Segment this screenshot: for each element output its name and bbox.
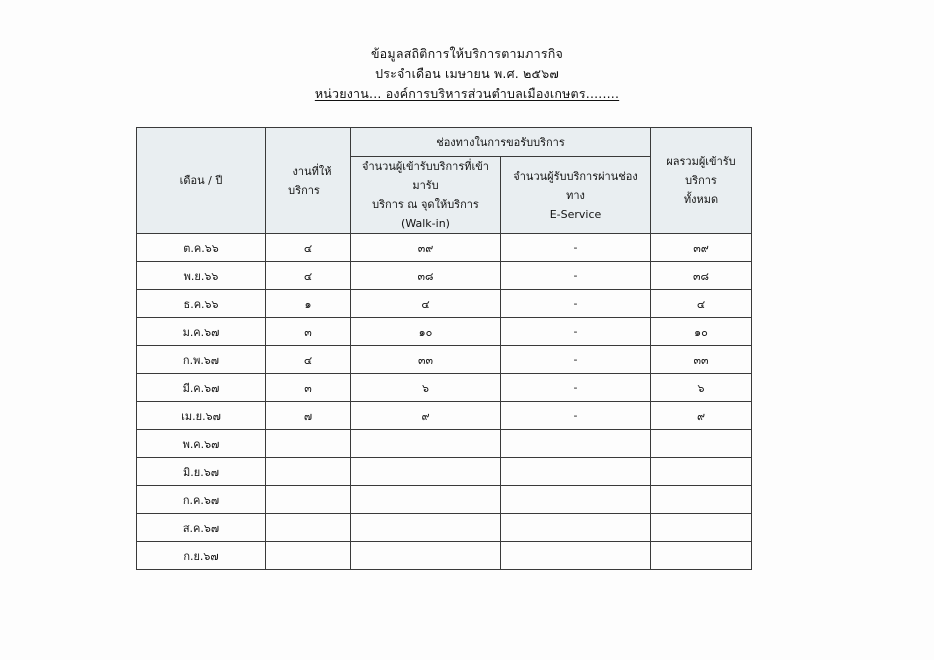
table-row: [137, 374, 752, 402]
table-row: [137, 486, 752, 514]
cell-month: ก.ค.๖๗: [137, 486, 266, 514]
cell-works: [266, 430, 351, 458]
header-total: [651, 128, 752, 234]
header-channel-group: [351, 128, 651, 157]
cell-eservice: [501, 542, 651, 570]
table-row: [137, 262, 752, 290]
cell-works: [266, 458, 351, 486]
cell-works: ๔: [266, 262, 351, 290]
cell-month: มี.ค.๖๗: [137, 374, 266, 402]
header-walkin-line-1: จำนวนผู้เข้ารับบริการที่เข้ามารับ: [362, 160, 489, 192]
cell-eservice: -: [501, 318, 651, 346]
cell-total: [651, 542, 752, 570]
document-title-line-2: ประจำเดือน เมษายน พ.ศ. ๒๕๖๗: [375, 66, 559, 81]
cell-eservice: -: [501, 262, 651, 290]
cell-eservice: [501, 430, 651, 458]
cell-eservice: [501, 486, 651, 514]
cell-walkin: ๓๓: [351, 346, 501, 374]
cell-eservice: -: [501, 234, 651, 262]
header-works-provided: [266, 128, 351, 234]
cell-works: ๓: [266, 318, 351, 346]
cell-month: ก.พ.๖๗: [137, 346, 266, 374]
cell-total: [651, 430, 752, 458]
cell-total: ๓๓: [651, 346, 752, 374]
table-row: [137, 318, 752, 346]
cell-eservice: [501, 458, 651, 486]
cell-works: ๔: [266, 346, 351, 374]
cell-month: พ.ย.๖๖: [137, 262, 266, 290]
document-title-line-1: ข้อมูลสถิติการให้บริการตามภารกิจ: [370, 46, 564, 61]
header-month-year-label: เดือน / ปี: [179, 174, 223, 187]
cell-month: ส.ค.๖๗: [137, 514, 266, 542]
cell-month: ต.ค.๖๖: [137, 234, 266, 262]
cell-total: ๔: [651, 290, 752, 318]
statistics-table: [136, 127, 752, 570]
header-eservice-line-2: E-Service: [549, 207, 602, 221]
document-agency-line: หน่วยงาน... องค์การบริหารส่วนตำบลเมืองเกษตร........: [314, 86, 620, 101]
table-head: [137, 128, 752, 234]
cell-month: ม.ค.๖๗: [137, 318, 266, 346]
cell-eservice: [501, 514, 651, 542]
document-header: [0, 0, 934, 104]
cell-eservice: -: [501, 290, 651, 318]
table-row: [137, 430, 752, 458]
cell-total: ๓๙: [651, 234, 752, 262]
header-works-provided-label: งานที่ให้บริการ: [288, 164, 332, 197]
cell-walkin: [351, 458, 501, 486]
cell-total: ๑๐: [651, 318, 752, 346]
cell-walkin: ๓๙: [351, 234, 501, 262]
cell-walkin: ๓๘: [351, 262, 501, 290]
header-total-line-2: ทั้งหมด: [683, 193, 719, 206]
cell-walkin: ๙: [351, 402, 501, 430]
cell-total: [651, 458, 752, 486]
header-channel-group-label: ช่องทางในการขอรับบริการ: [436, 135, 565, 149]
cell-total: ๖: [651, 374, 752, 402]
cell-works: [266, 542, 351, 570]
cell-eservice: -: [501, 402, 651, 430]
header-walkin: [351, 157, 501, 234]
cell-works: ๑: [266, 290, 351, 318]
table-row: [137, 514, 752, 542]
cell-works: ๗: [266, 402, 351, 430]
cell-eservice: -: [501, 374, 651, 402]
cell-month: ก.ย.๖๗: [137, 542, 266, 570]
table-row: [137, 290, 752, 318]
statistics-table-wrapper: [136, 127, 752, 570]
table-row: [137, 346, 752, 374]
cell-total: ๙: [651, 402, 752, 430]
cell-walkin: ๔: [351, 290, 501, 318]
header-total-line-1: ผลรวมผู้เข้ารับบริการ: [666, 155, 736, 187]
cell-walkin: ๑๐: [351, 318, 501, 346]
header-row-group: [137, 128, 752, 157]
cell-total: [651, 486, 752, 514]
cell-works: [266, 486, 351, 514]
header-eservice: [501, 157, 651, 234]
cell-works: ๔: [266, 234, 351, 262]
cell-walkin: [351, 514, 501, 542]
cell-walkin: [351, 430, 501, 458]
cell-month: พ.ค.๖๗: [137, 430, 266, 458]
cell-works: ๓: [266, 374, 351, 402]
header-walkin-line-3: (Walk-in): [401, 217, 450, 230]
table-row: [137, 234, 752, 262]
cell-month: มิ.ย.๖๗: [137, 458, 266, 486]
cell-month: เม.ย.๖๗: [137, 402, 266, 430]
table-row: [137, 458, 752, 486]
cell-month: ธ.ค.๖๖: [137, 290, 266, 318]
table-body: [137, 234, 752, 570]
header-eservice-line-1: จำนวนผู้รับบริการผ่านช่องทาง: [513, 169, 638, 202]
cell-total: [651, 514, 752, 542]
cell-walkin: [351, 486, 501, 514]
cell-walkin: ๖: [351, 374, 501, 402]
header-month-year: [137, 128, 266, 234]
table-row: [137, 402, 752, 430]
table-row: [137, 542, 752, 570]
cell-works: [266, 514, 351, 542]
cell-walkin: [351, 542, 501, 570]
cell-eservice: -: [501, 346, 651, 374]
cell-total: ๓๘: [651, 262, 752, 290]
header-walkin-line-2: บริการ ณ จุดให้บริการ: [372, 198, 479, 211]
